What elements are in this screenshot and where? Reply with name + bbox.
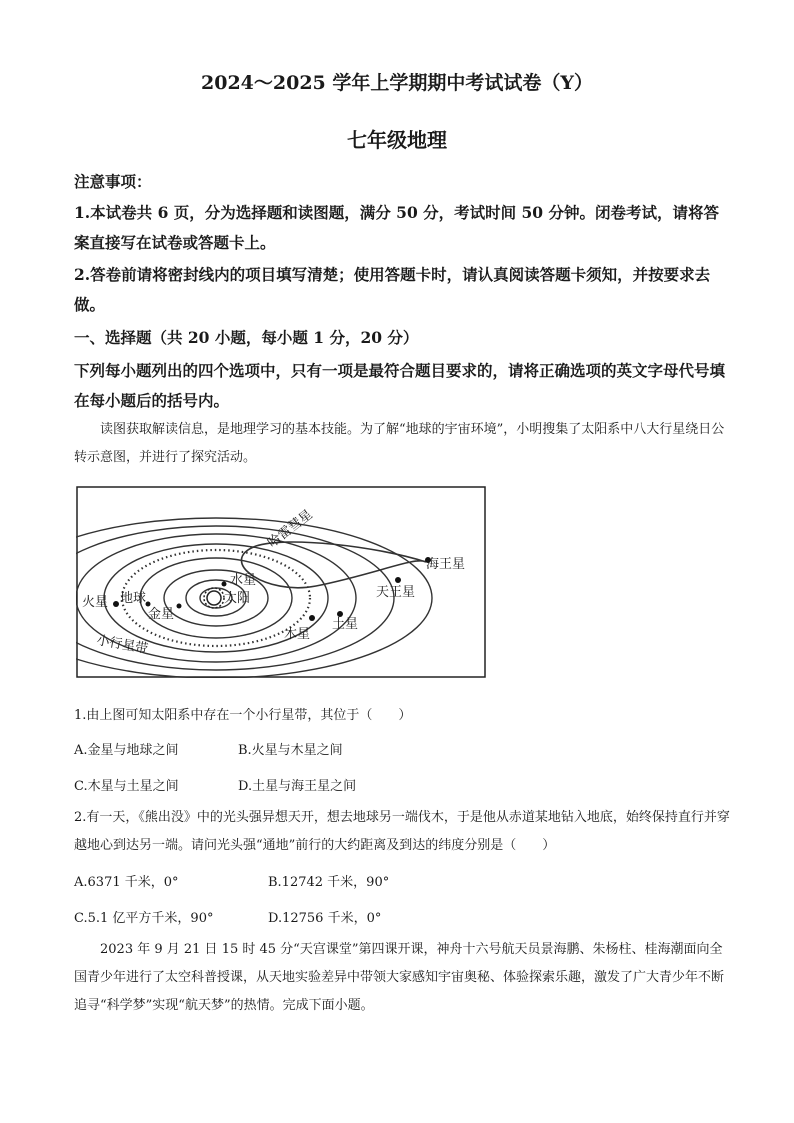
question-1-option-d: D.土星与海王星之间 — [238, 779, 357, 794]
question-2-option-c: C.5.1 亿平方千米，90° — [74, 911, 214, 926]
jupiter-dot — [309, 615, 315, 621]
notes-heading: 注意事项： — [74, 172, 152, 191]
label-neptune: 海王星 — [426, 557, 466, 572]
exam-title: 2024～2025 学年上学期期中考试试卷（Y） — [201, 72, 593, 94]
label-earth: 地球 — [120, 591, 147, 606]
section-heading: 一、选择题（共 20 小题，每小题 1 分，20 分） — [74, 328, 419, 347]
uranus-dot — [395, 577, 401, 583]
intro-paragraph-1: 读图获取解读信息，是地理学习的基本技能。为了解“地球的宇宙环境”，小明搜集了太阳系中八大行星绕日公转示意图，并进行了探究活动。 — [74, 422, 725, 465]
question-1-option-a: A.金星与地球之间 — [74, 743, 179, 758]
label-jupiter: 木星 — [284, 627, 311, 642]
label-venus: 金星 — [148, 607, 175, 622]
question-2-option-b: B.12742 千米，90° — [268, 875, 390, 890]
question-1-option-c: C.木星与土星之间 — [74, 779, 179, 794]
solar-system-diagram — [76, 486, 486, 678]
label-asteroid-belt: 小行星带 — [95, 633, 150, 657]
mars-dot — [113, 601, 119, 607]
question-2-stem: 2.有一天，《熊出没》中的光头强异想天开，想去地球另一端伐木，于是他从赤道某地钻入地底，始终保持直行并穿越地心到达另一端。请问光头强“通地”前行的大约距离及到达的纬度分别是（ ） — [74, 810, 730, 853]
label-uranus: 天王星 — [376, 585, 416, 600]
earth-dot — [146, 602, 151, 607]
question-1-stem: 1.由上图可知太阳系中存在一个小行星带，其位于（ ） — [74, 708, 412, 723]
solar-system-svg — [76, 486, 486, 678]
label-saturn: 土星 — [332, 617, 359, 632]
question-1-option-b: B.火星与木星之间 — [238, 743, 343, 758]
section-instruction: 下列每小题列出的四个选项中，只有一项是最符合题目要求的，请将正确选项的英文字母代号填在每小题后的括号内。 — [74, 361, 726, 410]
venus-dot — [177, 604, 182, 609]
notes-item-1: 1.本试卷共 6 页，分为选择题和读图题，满分 50 分，考试时间 50 分钟。闭卷考试，请将答案直接写在试卷或答题卡上。 — [74, 203, 719, 252]
label-sun: 太阳 — [224, 591, 251, 606]
exam-subtitle: 七年级地理 — [347, 128, 447, 152]
question-2-option-d: D.12756 千米，0° — [268, 911, 382, 926]
label-mars: 火星 — [82, 595, 109, 610]
intro-paragraph-2: 2023 年 9 月 21 日 15 时 45 分“天宫课堂”第四课开课，神舟十六号航天员景海鹏、朱杨柱、桂海潮面向全国青少年进行了太空科普授课，从天地实验差异中带领大家感知宇宙奥秘、体验探索乐趣，激发了广大青少年不断追寻“科学梦”实现“航天梦”的热情。完成下面小题。 — [74, 942, 725, 1013]
label-comet: 哈雷彗星 — [265, 507, 316, 552]
question-2-option-a: A.6371 千米，0° — [74, 875, 179, 890]
mercury-dot — [222, 582, 227, 587]
notes-item-2: 2.答卷前请将密封线内的项目填写清楚；使用答题卡时，请认真阅读答题卡须知，并按要求去做。 — [74, 265, 711, 314]
label-mercury: 水星 — [230, 573, 257, 588]
